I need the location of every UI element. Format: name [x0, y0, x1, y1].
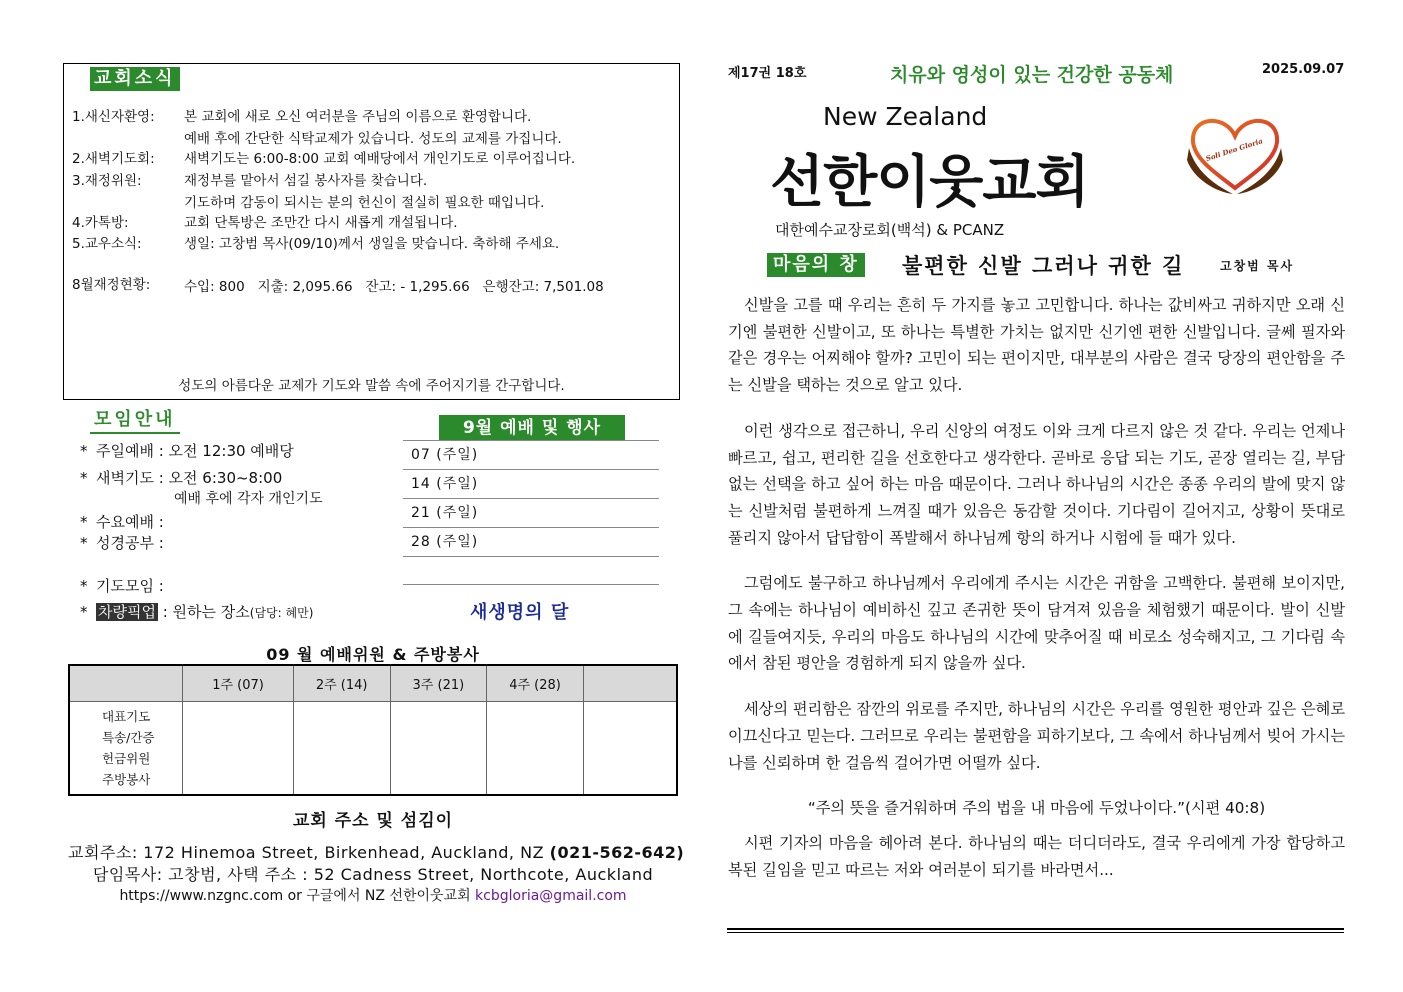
news-item-text: 생일: 고창범 목사(09/10)께서 생일을 맞습니다. 축하해 주세요. — [184, 236, 560, 252]
address-title: 교회 주소 및 섬김이 — [292, 811, 454, 831]
news-item-text: 재정부를 맡아서 섬길 봉사자를 찾습니다. 기도하며 감동이 되시는 분의 헌신이 절실히 필요한 때입니다. — [184, 173, 545, 211]
church-news-box — [63, 63, 680, 400]
church-address: 교회주소: 172 Hinemoa Street, Birkenhead, Auckland, NZ (021-562-642) — [68, 843, 685, 862]
column-paragraph: 신발을 고를 때 우리는 흔히 두 가지를 놓고 고민합니다. 하나는 값비싸고 귀하지만 오래 신기엔 불편한 신발이고, 또 하나는 특별한 가치는 없지만 신기엔 편한 신발입니다. 글쎄 필자와 같은 경우는 어찌해야 할까? 고민이 되는 편이지만, 대부분의 사람은 결국 당장의 편안함을 주는 신발을 택하는 것으로 알고 있다. — [728, 296, 1345, 395]
denomination: 대한예수교장로회(백석) & PCANZ — [775, 221, 1005, 239]
duty-roles — [69, 701, 183, 795]
column-title: 불편한 신발 그러나 귀한 길 — [902, 254, 1185, 278]
duty-cell — [583, 701, 677, 795]
duty-header-cell: 3주 (21) — [390, 665, 487, 701]
email-link[interactable]: kcbgloria@gmail.com — [475, 888, 627, 904]
news-item-label: 8월재정현황: — [72, 277, 151, 293]
pickup-label: 차량픽업 — [98, 603, 156, 621]
month-theme: 새생명의 달 — [470, 602, 570, 623]
gathering-item-dawn-note: 예배 후에 각자 개인기도 — [174, 491, 323, 507]
gathering-item-bible-study: * 성경공부 : — [80, 534, 164, 552]
end-divider — [727, 932, 1344, 933]
role-label: 주방봉사 — [102, 771, 151, 787]
duty-table-header — [69, 665, 677, 701]
website-link[interactable]: https://www.nzgnc.com or 구글에서 NZ 선한이웃교회 — [119, 888, 476, 904]
news-footer: 성도의 아름다운 교제가 기도와 말씀 속에 주어지기를 간구합니다. — [178, 378, 565, 394]
church-name: 선한이웃교회 — [770, 150, 1089, 215]
end-divider — [727, 928, 1344, 930]
duty-table-body — [69, 701, 677, 795]
gathering-item-wednesday: * 수요예배 : — [80, 513, 164, 531]
column-paragraph: 세상의 편리함은 잠깐의 위로를 주지만, 하나님의 시간은 우리를 영원한 평안과 깊은 은혜로 이끄신다고 믿는다. 그러므로 우리는 불편함을 피하기보다, 그 속에서 하나님께서 빚어 가시는 나를 신뢰하며 한 걸음씩 걸어가면 어떨까 싶다. — [728, 700, 1345, 772]
duty-header-cell: 2주 (14) — [293, 665, 390, 701]
duty-cell — [293, 701, 390, 795]
news-item-label: 1.새신자환영: — [72, 109, 155, 125]
church-motto: 치유와 영성이 있는 건강한 공동체 — [890, 64, 1174, 86]
news-item-label: 4.카톡방: — [72, 215, 129, 231]
column-body — [728, 292, 1345, 883]
duty-table-title: 09 월 예배위원 & 주방봉사 — [266, 645, 480, 664]
role-label: 특송/간증 — [102, 729, 155, 745]
duty-cell — [487, 701, 584, 795]
role-label: 대표기도 — [102, 708, 151, 724]
logo-text: Soli Deo Gloria — [1204, 136, 1264, 164]
event-row: 21 (주일) — [403, 498, 659, 527]
duty-header-cell — [69, 665, 183, 701]
duty-cell — [183, 701, 294, 795]
duty-table — [68, 664, 678, 796]
september-events-title: 9월 예배 및 행사 — [439, 415, 625, 441]
news-item-label: 3.재정위원: — [72, 173, 142, 189]
issue-date: 2025.09.07 — [1262, 62, 1345, 77]
column-author: 고창범 목사 — [1220, 259, 1295, 273]
event-row: 14 (주일) — [403, 469, 659, 498]
column-closing: 시편 기자의 마음을 헤아려 본다. 하나님의 때는 더디더라도, 결국 우리에게 가장 합당하고 복된 길임을 믿고 따르는 저와 여러분이 되기를 바라면서... — [728, 833, 1345, 879]
gathering-item-pickup: * 차량픽업 : 원하는 장소(담당: 혜만) — [80, 603, 314, 621]
heart-hands-icon — [1185, 108, 1285, 198]
pastor-address: 담임목사: 고창범, 사택 주소 : 52 Cadness Street, Northcote, Auckland — [92, 865, 654, 884]
column-label: 마음의 창 — [767, 253, 865, 277]
duty-header-cell: 4주 (28) — [487, 665, 584, 701]
news-item-text: 새벽기도는 6:00-8:00 교회 예배당에서 개인기도로 이루어집니다. — [184, 151, 576, 167]
country-label: New Zealand — [823, 102, 988, 131]
scripture-quote: “주의 뜻을 즐거워하며 주의 법을 내 마음에 두었나이다.”(시편 40:8) — [807, 799, 1266, 818]
church-phone: (021-562-642) — [549, 843, 685, 862]
news-item-text: 수입: 800 지출: 2,095.66 잔고: - 1,295.66 은행잔고: 7,501.08 — [184, 279, 604, 295]
news-item-label: 2.새벽기도회: — [72, 151, 155, 167]
duty-header-cell: 1주 (07) — [183, 665, 294, 701]
gathering-item-prayer: * 기도모임 : — [80, 577, 164, 595]
event-row: 07 (주일) — [403, 440, 659, 469]
church-web-email — [68, 885, 678, 905]
column-paragraph: 그럼에도 불구하고 하나님께서 우리에게 주시는 시간은 귀함을 고백한다. 불편해 보이지만, 그 속에는 하나님이 예비하신 깊고 존귀한 뜻이 담겨져 있음을 체험했기 때문이다. 발이 신발에 길들여지듯, 우리의 마음도 하나님의 시간에 맞추어질 때 비로소 성숙해지고, 그 기다림 속에서 참된 평안을 경험하게 되지 않을까 싶다. — [728, 574, 1345, 673]
news-item-label: 5.교우소식: — [72, 236, 142, 252]
september-events-list — [403, 440, 659, 585]
gathering-item-dawn: * 새벽기도 : 오전 6:30~8:00 — [80, 469, 283, 487]
news-item-text: 본 교회에 새로 오신 여러분을 주님의 이름으로 환영합니다. 예배 후에 간단한 식탁교제가 있습니다. 성도의 교제를 가집니다. — [184, 109, 562, 147]
role-label: 헌금위원 — [102, 750, 151, 766]
gathering-title: 모임안내 — [90, 408, 180, 434]
issue-number: 제17권 18호 — [728, 66, 807, 81]
event-row: 28 (주일) — [403, 527, 659, 556]
pickup-note: (담당: 혜만) — [249, 606, 314, 620]
column-paragraph: 이런 생각으로 접근하니, 우리 신앙의 여정도 이와 크게 다르지 않은 것 같다. 우리는 언제나 빠르고, 쉽고, 편리한 길을 선호한다고 생각한다. 곧바로 응답 되는 기도, 곧장 열리는 길, 부담 없는 선택을 하고 싶어 하는 마음 때문이다. 그러나 하나님의 시간은 종종 우리의 발에 맞지 않는 신발처럼 불편하게 느껴질 때가 있음은 동감할 것이다. 기다림이 길어지고, 상황이 뜻대로 풀리지 않아서 답답함이 폭발해서 하나님께 항의 하거나 시험에 들 때가 있다. — [728, 421, 1345, 547]
event-row — [403, 556, 659, 585]
gathering-item-sunday: * 주일예배 : 오전 12:30 예배당 — [80, 442, 294, 460]
news-item-text: 교회 단톡방은 조만간 다시 새롭게 개설됩니다. — [184, 215, 458, 231]
duty-header-cell — [583, 665, 677, 701]
duty-cell — [390, 701, 487, 795]
church-news-title: 교회소식 — [90, 67, 180, 91]
